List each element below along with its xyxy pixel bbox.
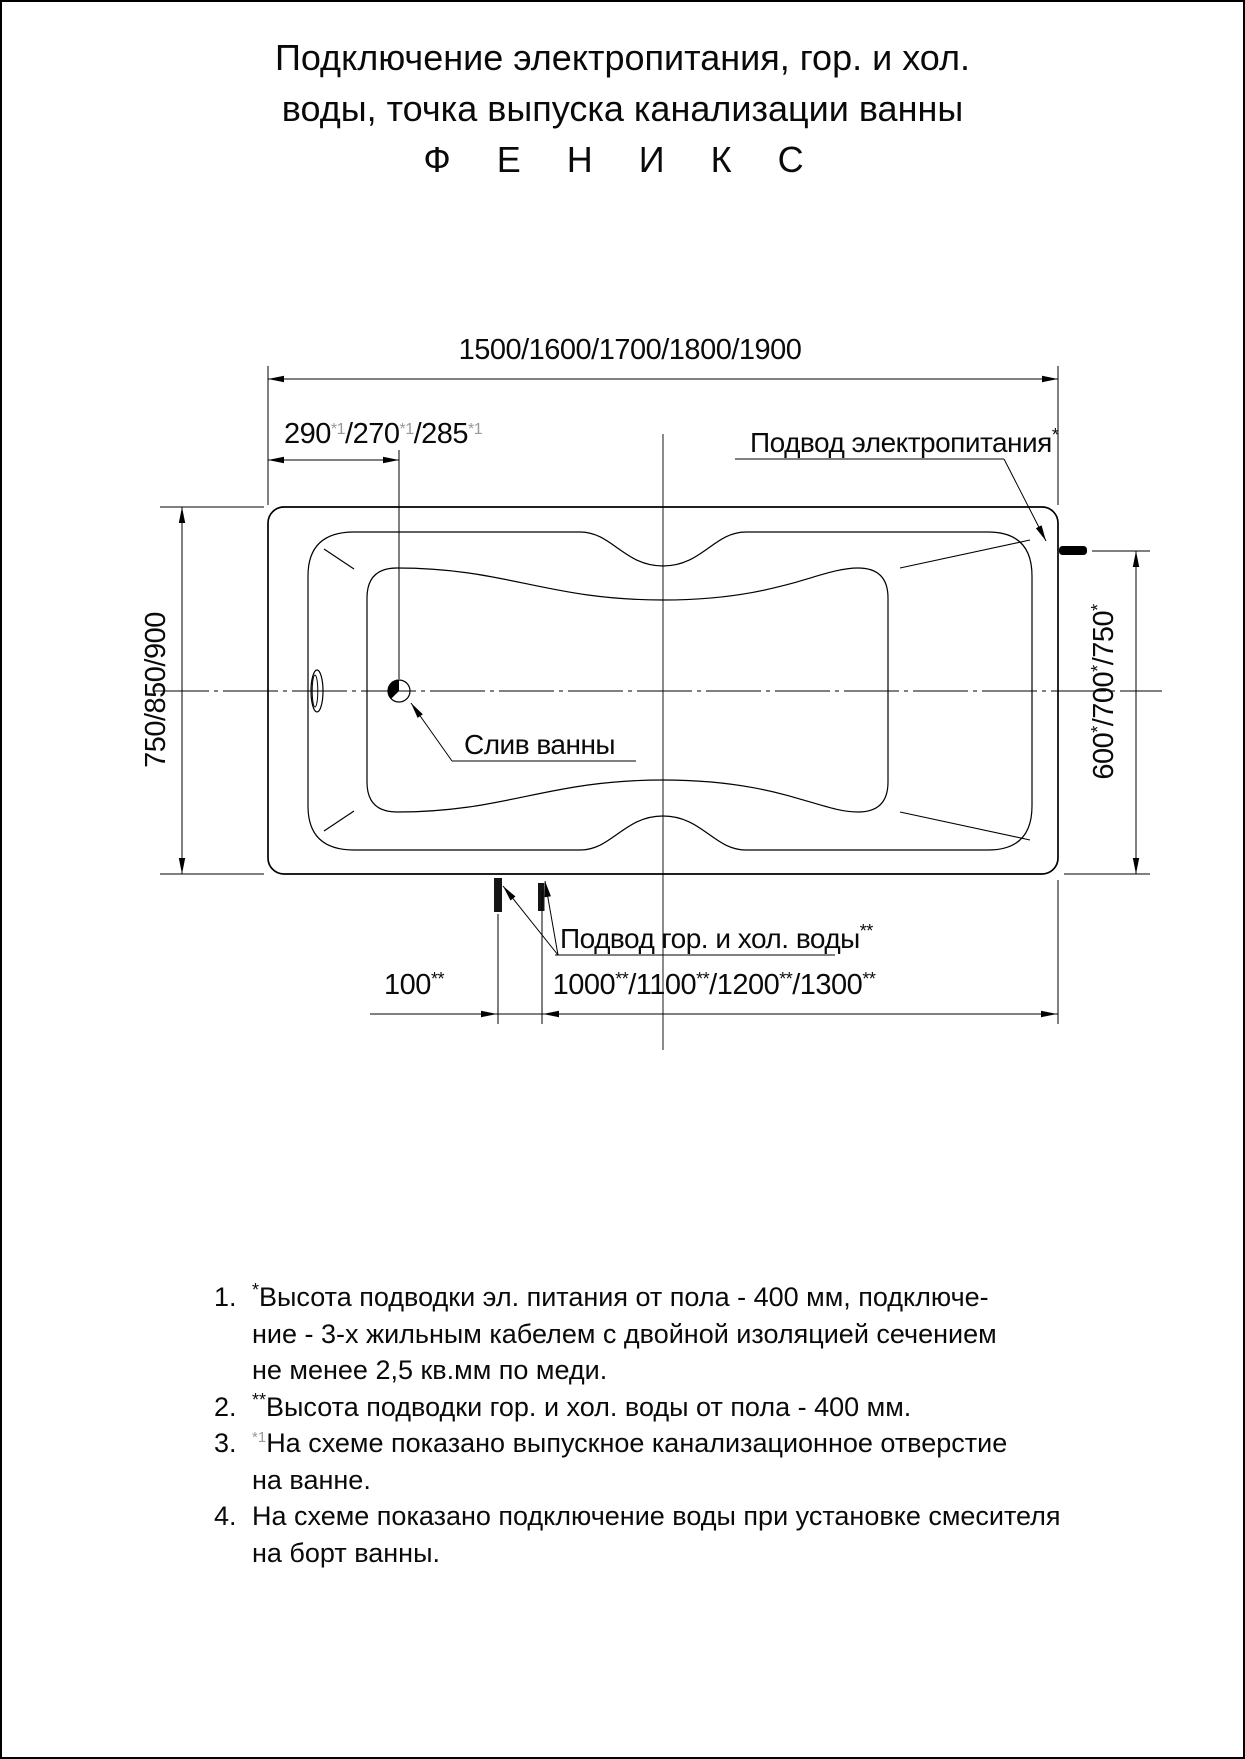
note-4-text: На схеме показано подключение воды при установке смесителя на борт ванны. — [252, 1501, 1061, 1568]
drain-label: Слив ванны — [464, 729, 616, 760]
drain-leader-arrow — [411, 703, 452, 761]
note-1-text: *Высота подводки эл. питания от пола - 400 мм, подключе- ние - 3-х жильным кабелем с двойной изоляцией сечением не менее 2,5 кв.мм по меди. — [252, 1280, 997, 1385]
note-1 — [214, 1279, 1134, 1389]
note-2 — [214, 1389, 1134, 1426]
title-line-2: воды, точка выпуска канализации ванны — [281, 88, 964, 129]
tub-floor-edge — [367, 568, 888, 812]
note-2-text: **Высота подводки гор. и хол. воды от пола - 400 мм. — [252, 1389, 912, 1422]
power-leader-arrow — [1004, 459, 1046, 541]
water-connection-mark-1 — [494, 878, 502, 912]
dim-text-water-offset: 1000**/1100**/1200**/1300** — [552, 969, 876, 1001]
note-2-number: 2. — [214, 1391, 237, 1422]
dim-text-length: 1500/1600/1700/1800/1900 — [458, 334, 802, 366]
water-connection-mark-2 — [538, 883, 545, 911]
dim-text-width: 750/850/900 — [140, 612, 172, 768]
dim-text-right-offset: 600*/700*/750* — [1088, 604, 1120, 780]
notes-block — [214, 1279, 1134, 1571]
water-leader-arrow-1 — [503, 886, 558, 955]
note-3-number: 3. — [214, 1428, 237, 1458]
dim-text-water-gap: 100** — [384, 969, 444, 1001]
note-4 — [214, 1498, 1134, 1571]
title-line-1: Подключение электропитания, гор. и хол. — [274, 37, 971, 78]
note-4-number: 4. — [214, 1501, 237, 1531]
tub-slope-lines — [324, 540, 1030, 840]
power-connection-label: Подвод электропитания* — [750, 425, 1059, 458]
leader-lines — [411, 459, 1046, 955]
note-1-number: 1. — [214, 1282, 237, 1312]
title-line-3: Ф Е Н И К С — [423, 139, 822, 180]
bathtub-outline — [154, 434, 1162, 1050]
dim-text-drain-offset: 290$^{*1}$/270$^{*1}$/285$^{*1}$ — [284, 418, 483, 450]
water-connection-label: Подвод гор. и хол. воды** — [560, 921, 873, 954]
note-3-text: $^{*1}$На схеме показано выпускное канализационное отверстие на ванне. — [252, 1428, 1008, 1495]
power-connection-mark — [1059, 546, 1087, 555]
note-3 — [214, 1425, 1134, 1498]
water-leader-arrow-2 — [545, 881, 558, 955]
